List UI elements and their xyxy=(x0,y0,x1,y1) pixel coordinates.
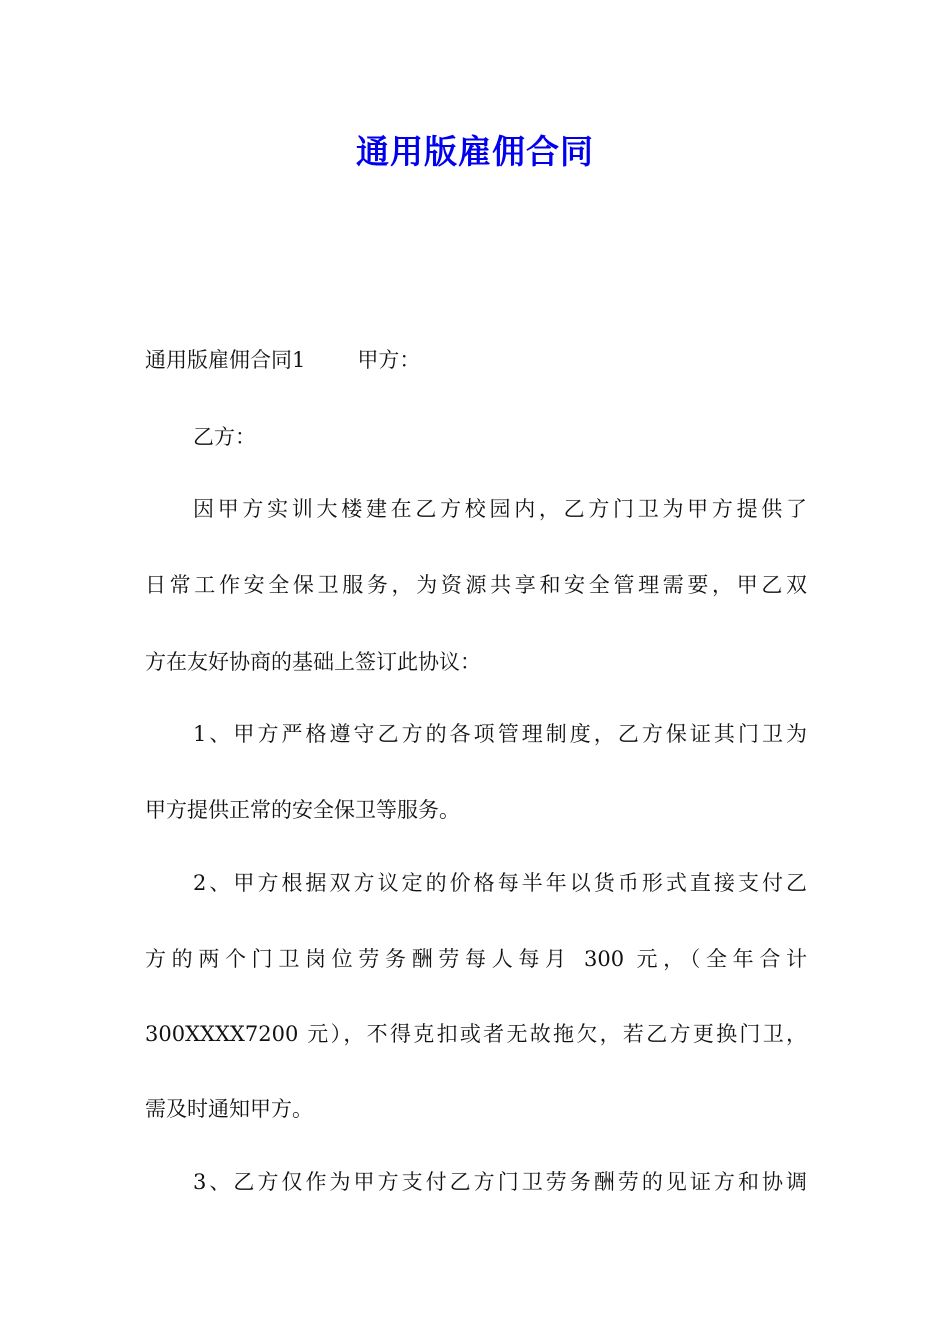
paragraph-line: 300XXXX7200 元），不得克扣或者无故拖欠，若乙方更换门卫， xyxy=(145,1022,807,1046)
paragraph-line: 因甲方实训大楼建在乙方校园内，乙方门卫为甲方提供了 xyxy=(193,497,807,521)
paragraph-line: 甲方提供正常的安全保卫等服务。 xyxy=(145,798,460,822)
party-a-label: 甲方： xyxy=(357,348,421,372)
paragraph-line: 1、甲方严格遵守乙方的各项管理制度，乙方保证其门卫为 xyxy=(193,722,807,746)
paragraph-line: 日常工作安全保卫服务，为资源共享和安全管理需要，甲乙双 xyxy=(145,573,807,597)
document-title: 通用版雇佣合同 xyxy=(356,132,594,171)
paragraph-line: 方在友好协商的基础上签订此协议： xyxy=(145,650,481,674)
paragraph-line: 方的两个门卫岗位劳务酬劳每人每月 300 元，（全年合计 xyxy=(145,947,807,971)
party-b-label: 乙方： xyxy=(193,425,256,449)
contract-heading-label: 通用版雇佣合同1 xyxy=(145,348,306,372)
paragraph-line: 需及时通知甲方。 xyxy=(145,1097,313,1121)
contract-heading-line xyxy=(145,341,420,379)
paragraph-line: 3、乙方仅作为甲方支付乙方门卫劳务酬劳的见证方和协调 xyxy=(193,1170,807,1194)
paragraph-line: 2、甲方根据双方议定的价格每半年以货币形式直接支付乙 xyxy=(193,871,807,895)
